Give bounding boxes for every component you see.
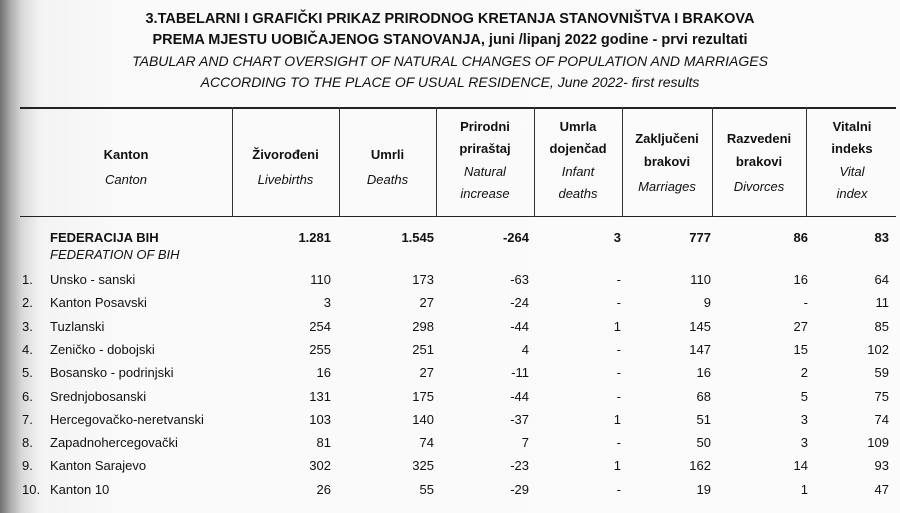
cell-value: 1	[613, 458, 621, 474]
cell-value: -44	[510, 388, 529, 404]
column-divider	[339, 107, 340, 217]
cell-value: -	[616, 341, 621, 357]
cell-value: 11	[875, 295, 889, 311]
cell-value: 1.281	[298, 230, 331, 245]
cell-value: 74	[419, 435, 434, 451]
column-divider	[534, 107, 535, 217]
cell-value: 74	[874, 411, 889, 427]
cell-value: 1.545	[401, 230, 434, 245]
cell-value: 251	[412, 341, 434, 357]
cell-value: 1	[613, 318, 621, 334]
cell-value: -264	[502, 230, 529, 245]
column-header-label-en: Canton	[105, 172, 147, 187]
cell-value: 51	[696, 411, 711, 427]
cell-value: 3	[613, 230, 621, 245]
cell-value: 162	[689, 458, 711, 474]
table-row	[0, 408, 900, 431]
canton-name: Unsko - sanski	[50, 272, 136, 287]
cell-value: 3	[800, 435, 808, 451]
row-number: 4.	[22, 341, 33, 357]
column-divider	[712, 107, 713, 217]
column-header-label: priraštaj	[459, 141, 511, 156]
table-row	[0, 338, 900, 361]
cell-value: -	[616, 481, 621, 497]
cell-value: 109	[867, 435, 889, 451]
cell-value: -24	[510, 295, 529, 311]
cell-value: 140	[412, 411, 434, 427]
cell-value: 93	[874, 458, 889, 474]
table-row	[0, 454, 900, 477]
cell-value: 16	[696, 365, 711, 381]
cell-value: -	[616, 388, 621, 404]
cell-value: 19	[696, 481, 711, 497]
canton-name: Bosansko - podrinjski	[50, 365, 174, 381]
column-header-label: Živorođeni	[252, 147, 319, 162]
row-number: 9.	[22, 458, 33, 474]
cell-value: 110	[310, 272, 331, 287]
cell-value: -	[616, 365, 621, 381]
header-bottom-rule	[20, 216, 896, 217]
federation-total-row	[0, 226, 900, 249]
cell-value: -	[803, 295, 808, 311]
title-line-1: 3.TABELARNI I GRAFIČKI PRIKAZ PRIRODNOG KRETANJA STANOVNIŠTVA I BRAKOVA	[145, 11, 755, 27]
report-title	[0, 9, 900, 93]
cell-value: 1	[800, 481, 808, 497]
cell-value: 26	[316, 481, 331, 497]
cell-value: 83	[874, 230, 889, 245]
column-header-label: Prirodni	[460, 119, 510, 134]
row-number: 2.	[22, 295, 33, 311]
column-header-label-en: Vital	[839, 164, 865, 179]
canton-name: Zapadnohercegovački	[50, 435, 178, 451]
cell-value: 68	[696, 388, 711, 404]
table-row	[0, 361, 900, 384]
canton-name: Kanton 10	[50, 481, 110, 497]
cell-value: 110	[690, 272, 711, 287]
cell-value: 9	[703, 295, 711, 311]
cell-value: 75	[874, 388, 889, 404]
cell-value: 5	[800, 388, 808, 404]
column-header-label: Zaključeni	[635, 131, 699, 146]
canton-name: FEDERACIJA BIH	[50, 230, 159, 245]
table-row	[0, 268, 900, 291]
column-header-label: indeks	[831, 141, 873, 156]
column-header-label-en: index	[836, 186, 868, 201]
column-header-label-en: Deaths	[366, 172, 409, 187]
canton-name: Kanton Posavski	[50, 295, 147, 311]
cell-value: 85	[874, 318, 889, 334]
cell-value: 15	[793, 341, 808, 357]
table-row	[0, 315, 900, 338]
cell-value: 27	[419, 295, 434, 311]
cell-value: 27	[793, 318, 808, 334]
cell-value: 4	[521, 341, 529, 357]
table-row	[0, 478, 900, 501]
title-line-2: PREMA MJESTU UOBIČAJENOG STANOVANJA, juni /lipanj 2022 godine - prvi rezultati	[152, 32, 748, 48]
cell-value: 16	[793, 272, 808, 287]
column-header-label: Vitalni	[832, 119, 872, 134]
cell-value: 16	[316, 365, 331, 381]
column-header-label-en: Marriages	[638, 179, 696, 194]
column-divider	[806, 107, 807, 217]
cell-value: 3	[323, 295, 331, 311]
cell-value: -	[616, 435, 621, 451]
cell-value: -23	[510, 458, 529, 474]
cell-value: 777	[689, 230, 711, 245]
canton-name: Tuzlanski	[50, 318, 105, 334]
column-header-label-en: increase	[460, 186, 510, 201]
cell-value: 255	[309, 341, 331, 357]
column-header-label: brakovi	[735, 154, 783, 169]
cell-value: 254	[309, 318, 331, 334]
column-header-label: brakovi	[643, 154, 691, 169]
canton-name: Srednjobosanski	[50, 388, 147, 404]
row-number: 6.	[22, 388, 33, 404]
row-number: 8.	[22, 435, 33, 451]
cell-value: 102	[867, 341, 889, 357]
cell-value: -44	[510, 318, 529, 334]
row-number: 7.	[22, 411, 33, 427]
cell-value: 86	[793, 230, 808, 245]
row-number: 3.	[22, 318, 33, 334]
canton-name: Kanton Sarajevo	[50, 458, 147, 474]
canton-name: Zeničko - dobojski	[50, 341, 155, 357]
cell-value: 145	[689, 318, 711, 334]
cell-value: 298	[412, 318, 434, 334]
column-header-label-en: Livebirths	[257, 172, 314, 187]
cell-value: 103	[309, 411, 331, 427]
column-header-label-en: Divorces	[733, 179, 785, 194]
column-header-label-en: deaths	[558, 186, 598, 201]
cell-value: 81	[316, 435, 331, 451]
cell-value: 64	[874, 272, 889, 287]
cell-value: 131	[309, 388, 331, 404]
canton-name: Hercegovačko-neretvanski	[50, 411, 204, 427]
column-header-label: Umrla	[559, 119, 597, 134]
cell-value: 55	[419, 481, 434, 497]
column-header-label: Razvedeni	[726, 131, 792, 146]
cell-value: 50	[696, 435, 711, 451]
row-number: 5.	[22, 365, 33, 381]
cell-value: 325	[412, 458, 434, 474]
cell-value: 14	[793, 458, 808, 474]
cell-value: 27	[419, 365, 434, 381]
row-number: 1.	[22, 272, 33, 287]
cell-value: -	[616, 295, 621, 311]
cell-value: 7	[521, 435, 529, 451]
column-divider	[622, 107, 623, 217]
cell-value: 302	[309, 458, 331, 474]
federation-name-en: FEDERATION OF BIH	[50, 247, 180, 262]
cell-value: 2	[800, 365, 808, 381]
cell-value: -63	[510, 272, 529, 287]
column-divider	[436, 107, 437, 217]
column-header-label-en: Natural	[464, 164, 506, 179]
table-row	[0, 385, 900, 408]
row-number: 10.	[22, 481, 41, 497]
column-header-label: dojenčad	[549, 141, 607, 156]
column-header-label-en: Infant	[561, 164, 595, 179]
cell-value: -29	[510, 481, 529, 497]
cell-value: 147	[689, 341, 711, 357]
cell-value: 59	[874, 365, 889, 381]
cell-value: -11	[511, 365, 529, 381]
column-divider	[232, 107, 233, 217]
cell-value: -37	[510, 411, 529, 427]
column-header-label: Kanton	[103, 147, 149, 162]
title-line-3: TABULAR AND CHART OVERSIGHT OF NATURAL CHANGES OF POPULATION AND MARRIAGES	[132, 53, 768, 69]
table-row	[0, 291, 900, 314]
cell-value: 47	[874, 481, 889, 497]
title-line-4: ACCORDING TO THE PLACE OF USUAL RESIDENCE, June 2022- first results	[200, 74, 700, 90]
table-top-rule	[20, 107, 896, 109]
cell-value: -	[616, 272, 621, 287]
cell-value: 175	[412, 388, 434, 404]
table-row	[0, 431, 900, 454]
cell-value: 173	[412, 272, 434, 287]
column-header-label: Umrli	[370, 147, 405, 162]
cell-value: 1	[613, 411, 621, 427]
cell-value: 3	[800, 411, 808, 427]
